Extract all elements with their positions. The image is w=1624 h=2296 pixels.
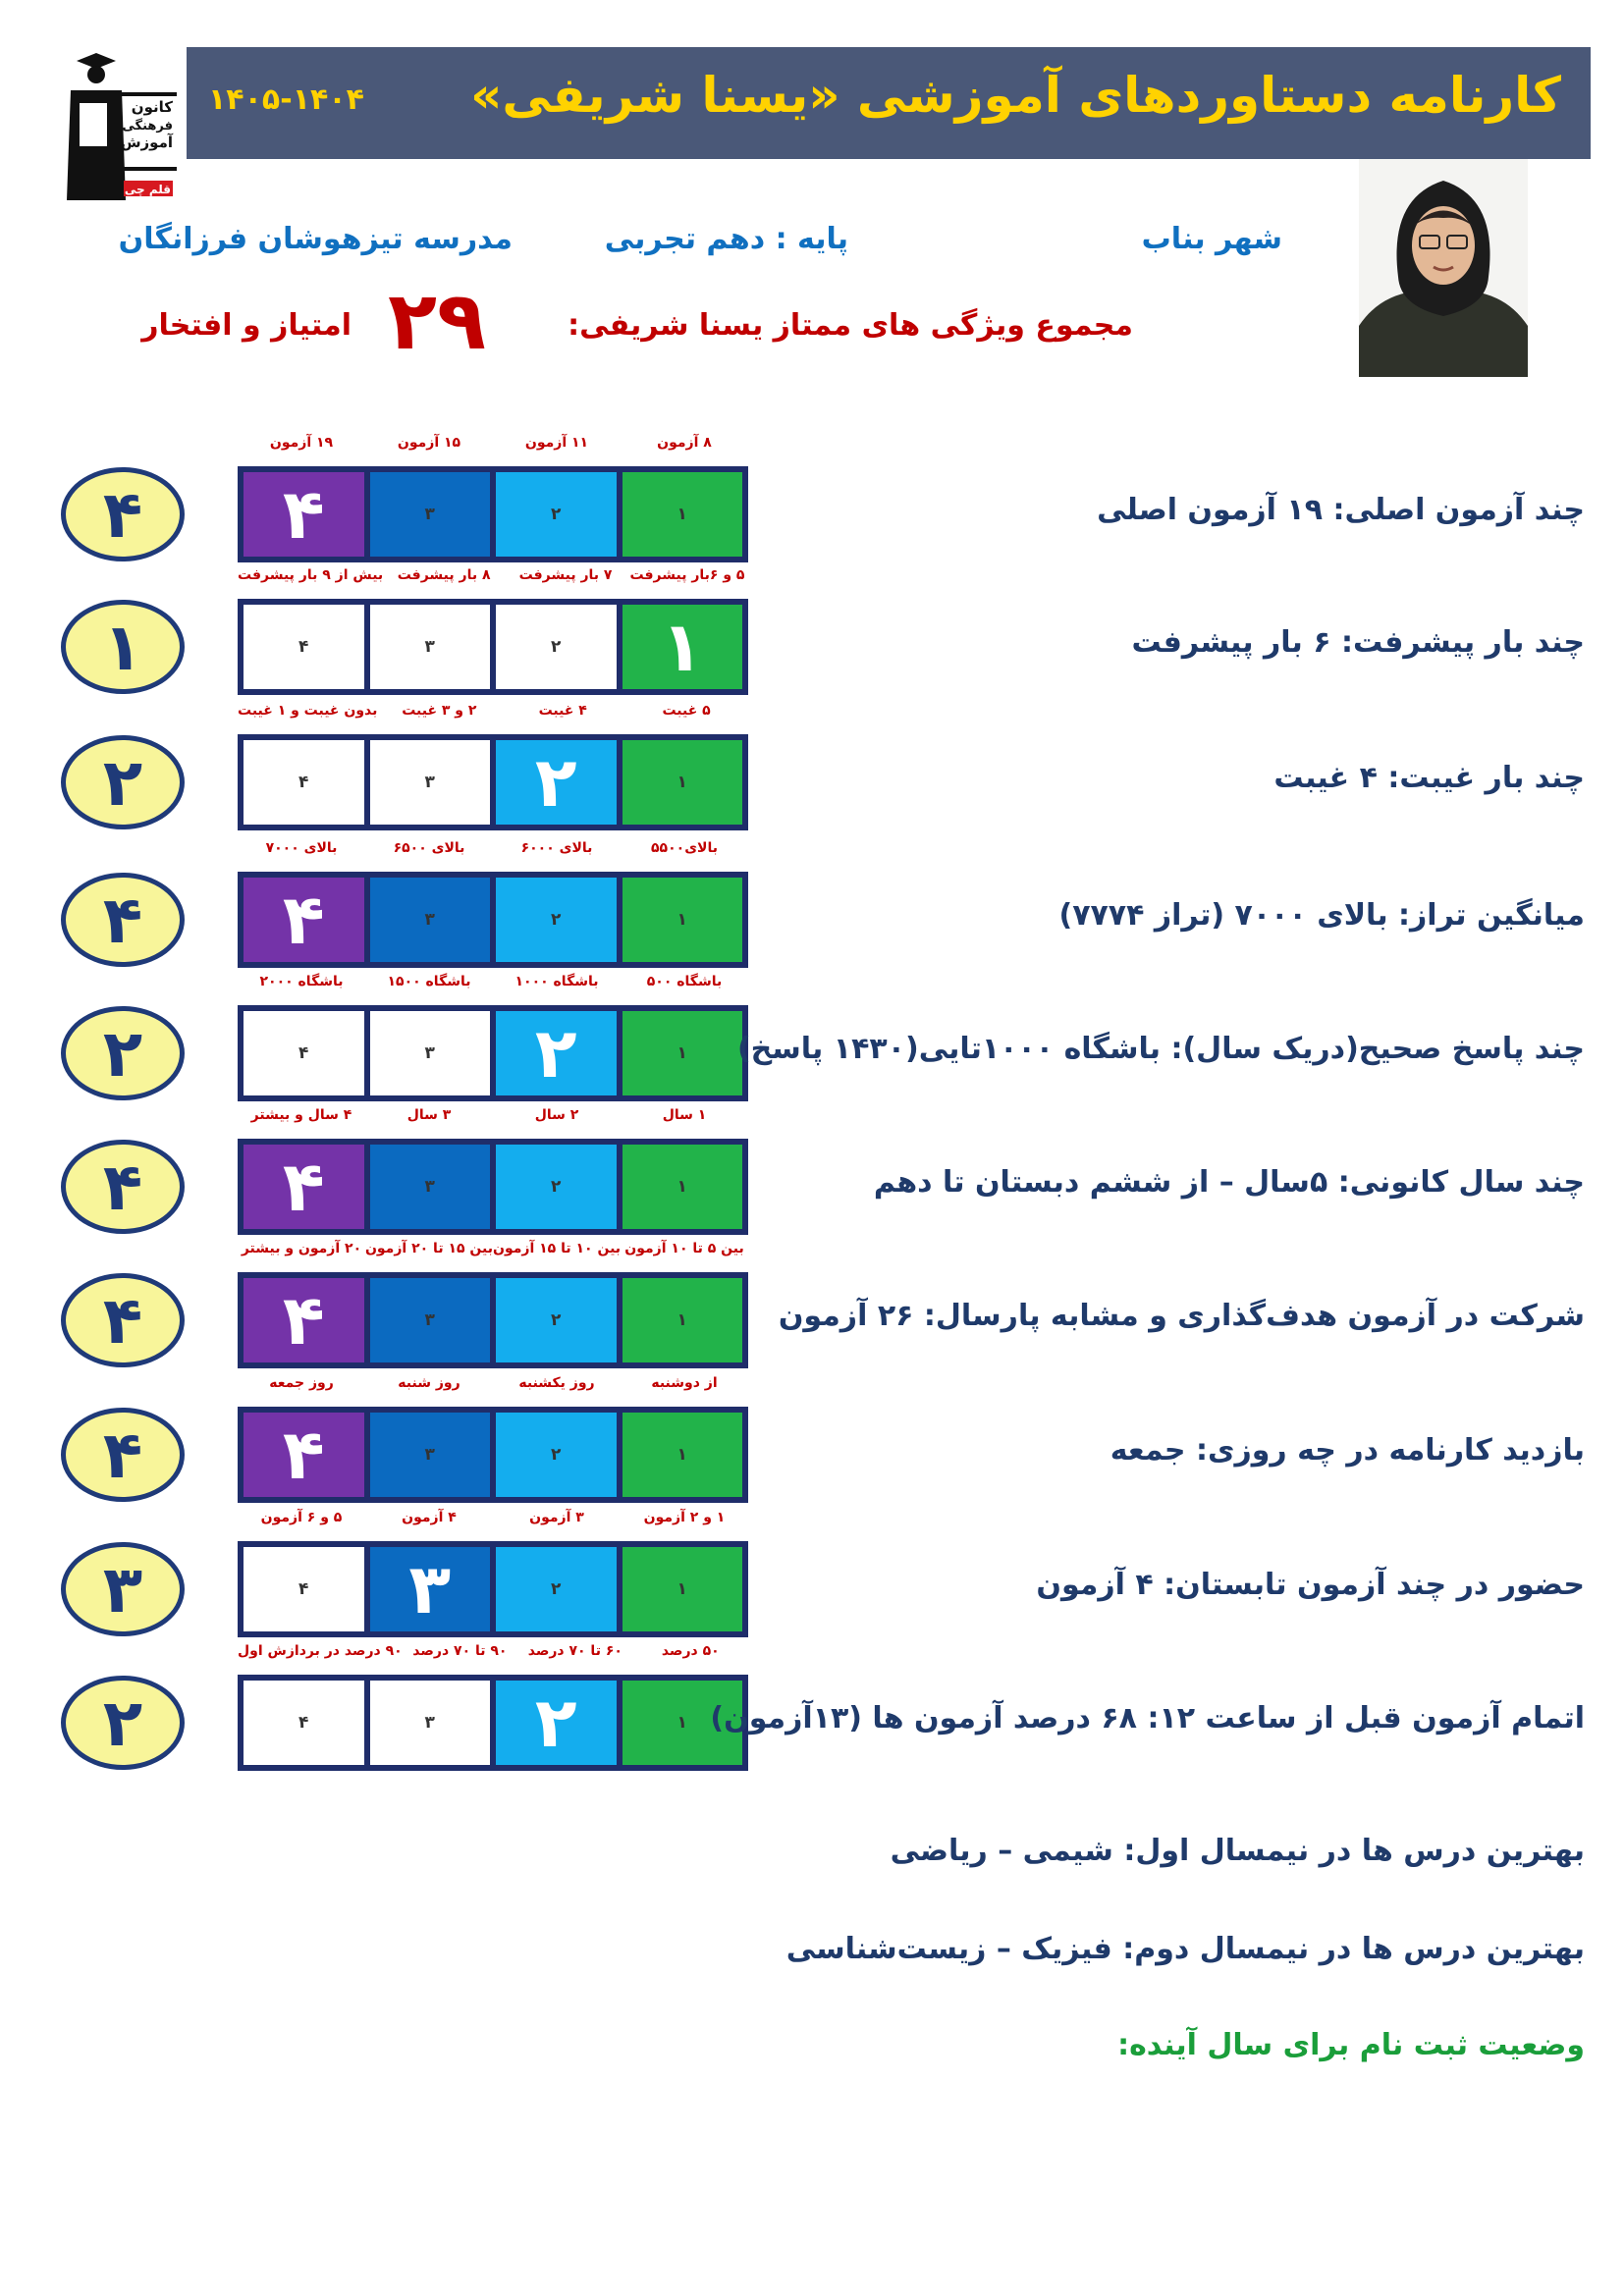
achievement-question: چند بار پیشرفت: ۶ بار پیشرفت — [1131, 625, 1585, 660]
report-title: کارنامه دستاوردهای آموزشی «یسنا شریفی» — [470, 67, 1561, 124]
level-cell: ۴ — [244, 878, 364, 962]
threshold-label: ۶۰ تا ۷۰ درصد — [527, 1643, 623, 1659]
academic-years: ۱۴۰۵-۱۴۰۴ — [208, 82, 364, 117]
level-cell: ۲ — [496, 1547, 617, 1631]
logo-text-1: کانون — [131, 98, 173, 116]
achievement-question: چند آزمون اصلی: ۱۹ آزمون اصلی — [1097, 493, 1585, 527]
level-cell: ۴ — [244, 740, 364, 825]
threshold-label: ۱۹ آزمون — [269, 435, 334, 451]
level-cell: ۲ — [496, 1681, 617, 1765]
row-thresholds — [238, 1375, 748, 1391]
threshold-label: بالای۵۵۰۰ — [651, 840, 718, 856]
threshold-label: باشگاه ۱۵۰۰ — [387, 974, 471, 989]
achievement-question: حضور در چند آزمون تابستان: ۴ آزمون — [1036, 1568, 1585, 1602]
achievement-question: میانگین تراز: بالای ۷۰۰۰ (تراز ۷۷۷۴) — [1058, 898, 1585, 933]
row-thresholds — [238, 1107, 748, 1123]
level-cell: ۱ — [623, 1278, 743, 1362]
level-bar — [238, 1139, 748, 1235]
level-cell: ۴ — [244, 605, 364, 689]
threshold-label: ۵ و ۶بار پیشرفت — [629, 567, 745, 583]
threshold-label: بین ۱۵ تا ۲۰ آزمون — [364, 1241, 493, 1256]
kanoon-logo — [57, 43, 180, 200]
header-bar — [187, 47, 1591, 159]
level-bar — [238, 1541, 748, 1637]
level-cell: ۳ — [370, 1145, 491, 1229]
level-cell: ۲ — [496, 1278, 617, 1362]
threshold-label: بیش از ۹ بار پیشرفت — [238, 567, 384, 583]
level-cell: ۳ — [370, 1681, 491, 1765]
student-photo — [1359, 159, 1528, 377]
logo-text-2: فرهنگی — [122, 119, 173, 133]
threshold-label: ۹۰ تا ۷۰ درصد — [412, 1643, 508, 1659]
logo-text-4: قلم چی — [124, 183, 171, 196]
level-bar — [238, 1272, 748, 1368]
threshold-label: ۱۱ آزمون — [524, 435, 589, 451]
level-cell: ۱ — [623, 1681, 743, 1765]
threshold-label: ۷ بار پیشرفت — [518, 567, 613, 583]
achievement-question: بازدید کارنامه در چه روزی: جمعه — [1110, 1433, 1585, 1468]
threshold-label: ۵۰ درصد — [661, 1643, 720, 1659]
level-cell: ۴ — [244, 1413, 364, 1497]
achievement-question: شرکت در آزمون هدف‌گذاری و مشابه پارسال: ۲۶ آزمون — [778, 1299, 1585, 1333]
row-thresholds — [238, 1510, 748, 1525]
threshold-label: ۸ بار پیشرفت — [397, 567, 491, 583]
row-thresholds — [238, 435, 748, 451]
level-cell: ۳ — [370, 472, 491, 557]
threshold-label: بالای ۷۰۰۰ — [265, 840, 338, 856]
threshold-label: بالای ۶۵۰۰ — [393, 840, 465, 856]
row-thresholds — [238, 974, 748, 989]
achievement-question: چند سال کانونی: ۵سال – از ششم دبستان تا دهم — [873, 1165, 1585, 1200]
row-thresholds — [238, 703, 748, 719]
score-circle: ۲ — [61, 735, 185, 829]
level-cell: ۴ — [244, 1547, 364, 1631]
threshold-label: ۵ و ۶ آزمون — [260, 1510, 343, 1525]
best-subjects-sem2: بهترین درس ها در نیمسال دوم: فیزیک – زیست‌شناسی — [785, 1932, 1585, 1966]
level-cell: ۴ — [244, 1145, 364, 1229]
achievement-question: چند پاسخ صحیح(دریک سال): باشگاه ۱۰۰۰تایی(۱۴۳۰ پاسخ) — [736, 1032, 1585, 1066]
threshold-label: ۲۰ آزمون و بیشتر — [241, 1241, 362, 1256]
level-cell: ۱ — [623, 605, 743, 689]
level-cell: ۳ — [370, 878, 491, 962]
threshold-label: باشگاه ۵۰۰ — [646, 974, 723, 989]
level-cell: ۲ — [496, 605, 617, 689]
level-cell: ۱ — [623, 878, 743, 962]
threshold-label: بین ۵ تا ۱۰ آزمون — [624, 1241, 744, 1256]
logo-text-3: آموزش — [120, 133, 173, 151]
level-cell: ۱ — [623, 472, 743, 557]
level-cell: ۲ — [496, 1011, 617, 1095]
row-thresholds — [238, 567, 748, 583]
threshold-label: ۳ آزمون — [529, 1510, 584, 1525]
level-cell: ۴ — [244, 1278, 364, 1362]
level-cell: ۱ — [623, 1145, 743, 1229]
threshold-label: از دوشنبه — [651, 1375, 718, 1391]
threshold-label: ۸ آزمون — [657, 435, 712, 451]
threshold-label: ۴ سال و بیشتر — [250, 1107, 352, 1123]
level-bar — [238, 1005, 748, 1101]
threshold-label: باشگاه ۲۰۰۰ — [259, 974, 344, 989]
level-cell: ۲ — [496, 878, 617, 962]
level-cell: ۱ — [623, 740, 743, 825]
threshold-label: ۴ آزمون — [402, 1510, 457, 1525]
score-circle: ۲ — [61, 1006, 185, 1100]
row-thresholds — [238, 1643, 748, 1659]
level-bar — [238, 466, 748, 562]
score-circle: ۴ — [61, 873, 185, 967]
level-cell: ۳ — [370, 1413, 491, 1497]
level-cell: ۱ — [623, 1413, 743, 1497]
city-label: شهر بناب — [1141, 222, 1282, 256]
total-score: ۲۹ — [388, 275, 487, 368]
level-cell: ۲ — [496, 740, 617, 825]
threshold-label: روز شنبه — [398, 1375, 460, 1391]
threshold-label: ۲ و ۳ غیبت — [402, 703, 477, 719]
level-cell: ۲ — [496, 1413, 617, 1497]
threshold-label: بالای ۶۰۰۰ — [520, 840, 593, 856]
level-cell: ۳ — [370, 1278, 491, 1362]
achievement-question: اتمام آزمون قبل از ساعت ۱۲: ۶۸ درصد آزمون ها (۱۳آزمون) — [710, 1701, 1585, 1735]
score-circle: ۲ — [61, 1676, 185, 1770]
grade-label: پایه : دهم تجربی — [604, 222, 848, 256]
threshold-label: ۹۰ درصد در بردازش اول — [238, 1643, 403, 1659]
level-cell: ۴ — [244, 1681, 364, 1765]
score-circle: ۱ — [61, 600, 185, 694]
score-circle: ۴ — [61, 1140, 185, 1234]
level-bar — [238, 734, 748, 830]
level-cell: ۲ — [496, 1145, 617, 1229]
level-cell: ۳ — [370, 605, 491, 689]
best-subjects-sem1: بهترین درس ها در نیمسال اول: شیمی – ریاضی — [890, 1834, 1585, 1868]
achievement-question: چند بار غیبت: ۴ غیبت — [1273, 761, 1585, 795]
threshold-label: روز جمعه — [269, 1375, 334, 1391]
level-cell: ۱ — [623, 1547, 743, 1631]
threshold-label: روز یکشنبه — [518, 1375, 595, 1391]
level-bar — [238, 1675, 748, 1771]
threshold-label: ۱۵ آزمون — [397, 435, 461, 451]
threshold-label: ۱ و ۲ آزمون — [643, 1510, 726, 1525]
features-label: مجموع ویژگی های ممتاز یسنا شریفی: — [568, 308, 1133, 343]
row-thresholds — [238, 840, 748, 856]
registration-status: وضعیت ثبت نام برای سال آینده: — [1117, 2028, 1585, 2062]
level-bar — [238, 599, 748, 695]
score-circle: ۴ — [61, 1273, 185, 1367]
level-cell: ۲ — [496, 472, 617, 557]
level-bar — [238, 1407, 748, 1503]
level-bar — [238, 872, 748, 968]
threshold-label: ۱ سال — [662, 1107, 707, 1123]
threshold-label: ۲ سال — [534, 1107, 579, 1123]
level-cell: ۳ — [370, 740, 491, 825]
threshold-label: بین ۱۰ تا ۱۵ آزمون — [493, 1241, 622, 1256]
threshold-label: ۴ غیبت — [538, 703, 587, 719]
level-cell: ۳ — [370, 1547, 491, 1631]
level-cell: ۴ — [244, 472, 364, 557]
threshold-label: بدون غیبت و ۱ غیبت — [238, 703, 378, 719]
row-thresholds — [238, 1241, 748, 1256]
school-label: مدرسه تیزهوشان فرزانگان — [118, 222, 513, 256]
points-label: امتیاز و افتخار — [141, 308, 352, 343]
score-circle: ۳ — [61, 1542, 185, 1636]
threshold-label: ۵ غیبت — [662, 703, 711, 719]
level-cell: ۱ — [623, 1011, 743, 1095]
score-circle: ۴ — [61, 467, 185, 561]
threshold-label: باشگاه ۱۰۰۰ — [514, 974, 599, 989]
level-cell: ۴ — [244, 1011, 364, 1095]
threshold-label: ۳ سال — [406, 1107, 452, 1123]
score-circle: ۴ — [61, 1408, 185, 1502]
level-cell: ۳ — [370, 1011, 491, 1095]
